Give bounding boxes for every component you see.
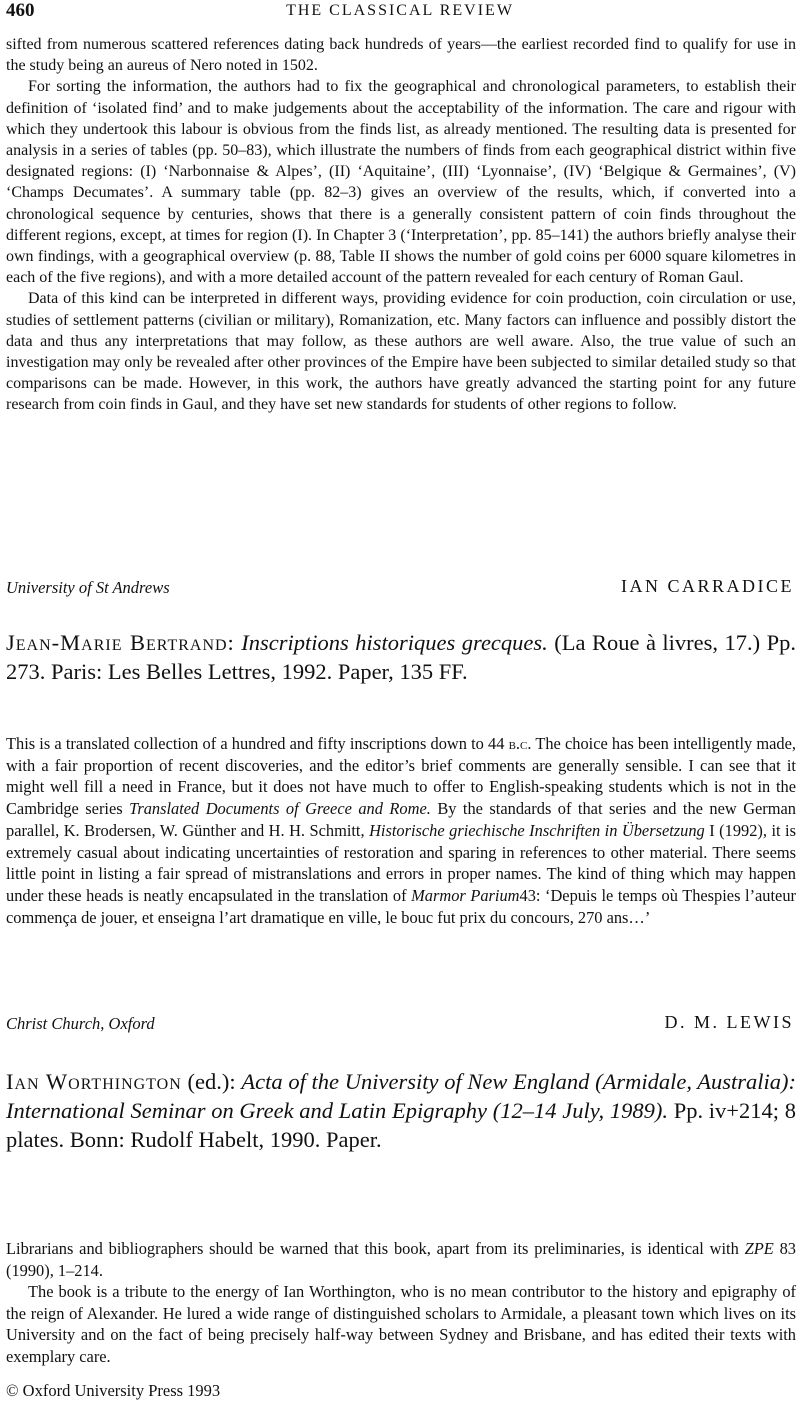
book-title: Acta of the University of New England (Armidale, Australia): International Seminar on Greek and Latin Epigraphy (12–14 July, 1989).	[6, 1069, 797, 1123]
running-head	[6, 0, 794, 26]
review-paragraph: The book is a tribute to the energy of Ian Worthington, who is no mean contributor to the history and epigraphy of the reign of Alexander. He lured a wide range of distinguished scholars to Armidale, a pleasant town which lives on its University and on the fact of being precisely half-way between Sydney and Brisbane, and has edited their texts with exemplary care.	[6, 1282, 796, 1366]
book-author: Ian Worthington	[6, 1069, 182, 1094]
review-paragraph: sifted from numerous scattered references dating back hundreds of years—the earliest recorded find to qualify for use in the study being an aureus of Nero noted in 1502.	[6, 36, 796, 75]
review-worthington-body	[6, 1238, 796, 1367]
reviewer-institution: University of St Andrews	[6, 578, 170, 597]
reviewer-name: D. M. LEWIS	[664, 1012, 794, 1032]
review-paragraph: For sorting the information, the authors had to fix the geographical and chronological parameters, to establish their definition of ‘isolated find’ and to make judgements about the acceptability of the information. The care and rigour with which they undertook this labour is obvious from the finds list, as already mentioned. The resulting data is presented for analysis in a series of tables (pp. 50–83), which illustrate the numbers of finds from each geographical district within five designated regions: (I) ‘Narbonnaise & Alpes’, (II) ‘Aquitaine’, (III) ‘Lyonnaise’, (IV) ‘Belgique & Germaines’, (V) ‘Champs Decumates’. A summary table (pp. 82–3) gives an overview of the results, which, if converted into a chronological sequence by centuries, shows that there is a generally consistent pattern of coin finds throughout the different regions, except, at times for region (I). In Chapter 3 (‘Interpretation’, pp. 85–141) the authors briefly analyse their own findings, with a geographical overview (p. 88, Table II shows the number of gold coins per 6000 square kilometres in each of the five regions), and with a more detailed account of the pattern revealed for each century of Roman Gaul.	[6, 78, 796, 287]
review-heading-worthington	[6, 1067, 796, 1154]
reviewer-institution: Christ Church, Oxford	[6, 1014, 155, 1033]
copyright-notice: © Oxford University Press 1993	[6, 1381, 221, 1400]
book-title: Inscriptions historiques grecques.	[241, 630, 548, 655]
review-signature	[6, 578, 796, 604]
reviewer-name: IAN CARRADICE	[620, 576, 794, 596]
review-carradice-body	[6, 34, 796, 416]
review-heading-bertrand	[6, 628, 796, 686]
review-paragraph: Librarians and bibliographers should be warned that this book, apart from its preliminaries, is identical with ZPE 83 (1990), 1–214.	[6, 1239, 796, 1280]
book-details: (La Roue à livres, 17.) Pp. 273. Paris: Les Belles Lettres, 1992. Paper, 135 FF.	[6, 630, 796, 684]
book-details: Pp. iv+214; 8 plates. Bonn: Rudolf Habelt, 1990. Paper.	[6, 1098, 796, 1152]
review-paragraph: This is a translated collection of a hundred and fifty inscriptions down to 44 b.c. The choice has been intelligently made, with a fair proportion of recent discoveries, and the editor’s brief comments are generally sensible. I can see that it might well fill a need in France, but it does not have much to offer to English-speaking students which is not in the Cambridge series Translated Documents of Greece and Rome. By the standards of that series and the new German parallel, K. Brodersen, W. Günther and H. H. Schmitt, Historische griechische Inschriften in Übersetzung I (1992), it is extremely casual about indicating uncertainties of restoration and sparing in references to other material. There seems little point in listing a fair spread of mistranslations and errors in proper names. The kind of thing which may happen under these heads is neatly encapsulated in the translation of Marmor Parium43: ‘Depuis le temps où Thespies l’auteur commença de jouer, et enseigna l’art dramatique en ville, le bouc fut prix du concours, 270 ans…’	[6, 734, 796, 927]
review-signature	[6, 1014, 796, 1040]
review-bertrand-body	[6, 733, 796, 928]
book-author: Jean-Marie Bertrand:	[6, 630, 235, 655]
book-editor-note: (ed.):	[187, 1069, 236, 1094]
journal-title: THE CLASSICAL REVIEW	[286, 2, 514, 19]
page-number: 460	[6, 0, 35, 21]
review-paragraph: Data of this kind can be interpreted in different ways, providing evidence for coin production, coin circulation or use, studies of settlement patterns (civilian or military), Romanization, etc. Many factors can influence and possibly distort the data and thus any interpretations that may follow, as these authors are well aware. Also, the true value of such an investigation may only be revealed after other provinces of the Empire have been subjected to similar detailed study so that comparisons can be made. However, in this work, the authors have greatly advanced the starting point for any future research from coin finds in Gaul, and they have set new standards for students of other regions to follow.	[6, 290, 796, 414]
